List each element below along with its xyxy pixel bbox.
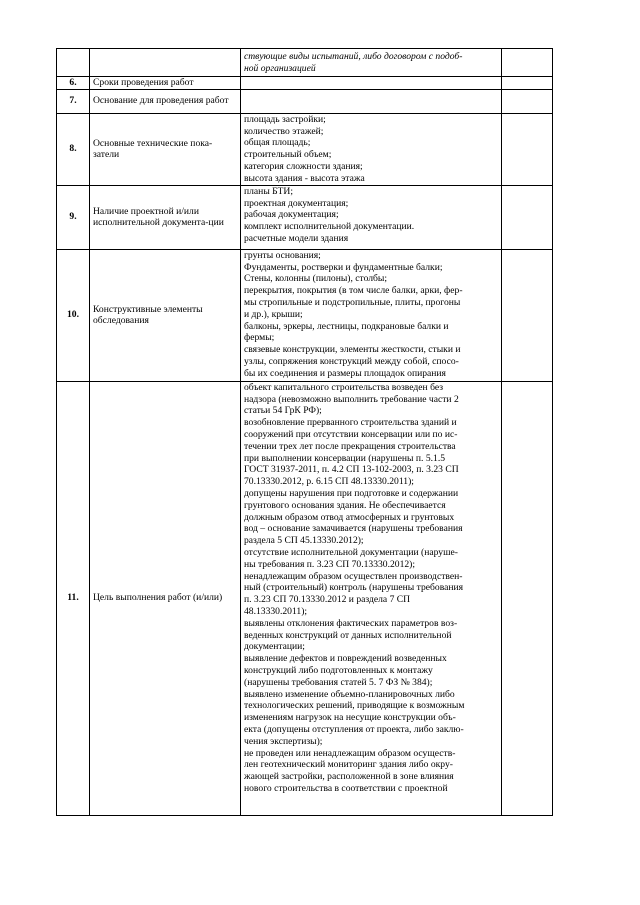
content-line: ГОСТ 31937-2011, п. 4.2 СП 13-102-2003, п. 3.23 СП [244, 464, 459, 476]
content-line: комплект исполнительной документации. [244, 221, 415, 233]
content-line: документации; [244, 641, 305, 653]
row-title [90, 49, 241, 77]
row-content [241, 381, 502, 815]
content-line: (нарушены требования статей 5. 7 ФЗ № 384); [244, 676, 433, 688]
notes-cell [502, 381, 553, 815]
content-line: мы стропильные и подстропильные, плиты, прогоны [244, 296, 461, 308]
notes-cell [502, 185, 553, 249]
notes-cell [502, 89, 553, 113]
content-line: не проведен или ненадлежащим образом осуществ- [244, 747, 456, 759]
content-line: п. 3.23 СП 70.13330.2012 и раздела 7 СП [244, 594, 411, 606]
table-row [57, 381, 553, 815]
content-line: и др.), крыши; [244, 308, 303, 320]
content-line: раздела 5 СП 45.13330.2012); [244, 535, 364, 547]
content-line: вод – основание замачивается (нарушены требования [244, 523, 463, 535]
row-content [241, 249, 502, 381]
table-row [57, 77, 553, 90]
content-line: перекрытия, покрытия (в том числе балки, арки, фер- [244, 285, 463, 297]
content-line: возобновление прерванного строительства зданий и [244, 417, 457, 429]
content-line: веденных конструкций от данных исполнительной [244, 629, 452, 641]
row-number: 10. [57, 249, 90, 381]
content-line: планы БТИ; [244, 185, 293, 197]
content-line: чения экспертизы); [244, 735, 323, 747]
row-title: Основание для проведения работ [90, 89, 241, 113]
content-line: общая площадь; [244, 137, 311, 149]
notes-cell [502, 113, 553, 185]
requirements-table [56, 48, 553, 816]
content-line: выявлены отклонения фактических параметров воз- [244, 617, 458, 629]
content-line: статьи 54 ГрК РФ); [244, 405, 322, 417]
row-title: Основные технические пока-затели [90, 113, 241, 185]
row-number: 6. [57, 77, 90, 90]
content-line: площадь застройки; [244, 113, 326, 125]
row-title: Наличие проектной и/или исполнительной документа-ции [90, 185, 241, 249]
content-line: выявлено изменение объемно-планировочных либо [244, 688, 455, 700]
content-line: балконы, эркеры, лестницы, подкрановые балки и [244, 320, 449, 332]
content-line: рабочая документация; [244, 209, 339, 221]
content-line: количество этажей; [244, 125, 324, 137]
row-number: 11. [57, 381, 90, 815]
content-line: жающей застройки, расположенной в зоне влияния [244, 771, 454, 783]
notes-cell [502, 249, 553, 381]
table-body [57, 49, 553, 816]
content-line: связевые конструкции, элементы жесткости, стыки и [244, 344, 461, 356]
content-line: выявление дефектов и повреждений возведенных [244, 653, 447, 665]
content-line: проектная документация; [244, 197, 349, 209]
content-line: сооружений при отсутствии консервации или по ис- [244, 428, 458, 440]
content-line: 48.13330.2011); [244, 605, 308, 617]
content-line: ны требования п. 3.23 СП 70.13330.2012); [244, 558, 416, 570]
table-row [57, 49, 553, 77]
content-line: Фундаменты, ростверки и фундаментные балки; [244, 261, 443, 273]
content-line: при выполнении консервации (нарушены п. 5.1.5 [244, 452, 446, 464]
content-line: нового строительства в соответствии с проектной [244, 782, 448, 794]
content-line: фермы; [244, 332, 275, 344]
notes-cell [502, 49, 553, 77]
row-number: 8. [57, 113, 90, 185]
table-row [57, 89, 553, 113]
content-line: отсутствие исполнительной документации (наруше- [244, 546, 458, 558]
content-line: ствующие виды испытаний, либо договором с подоб- [244, 50, 463, 62]
content-line: грунты основания; [244, 249, 321, 261]
content-line: конструкций либо подготовленных к монтажу [244, 664, 433, 676]
row-number [57, 49, 90, 77]
row-content [241, 185, 502, 249]
row-content [241, 89, 502, 113]
content-line: должным образом отвод атмосферных и грунтовых [244, 511, 455, 523]
content-line: узлы, сопряжения конструкций между собой, спосо- [244, 355, 459, 367]
content-line: грунтового основания здания. Не обеспечивается [244, 499, 446, 511]
content-line: строительный объем; [244, 149, 332, 161]
content-line: течении трех лет после прекращения строительства [244, 440, 456, 452]
content-line: лен геотехнический мониторинг здания либо окру- [244, 759, 453, 771]
row-content [241, 77, 502, 90]
content-line: расчетные модели здания [244, 232, 349, 244]
table-row [57, 249, 553, 381]
row-number: 7. [57, 89, 90, 113]
content-line: 70.13330.2012, р. 6.15 СП 48.13330.2011); [244, 476, 414, 488]
content-line: ный (строительный) контроль (нарушены требования [244, 582, 464, 594]
row-number: 9. [57, 185, 90, 249]
table-row [57, 185, 553, 249]
content-line: Стены, колонны (пилоны), столбы; [244, 273, 388, 285]
row-title: Конструктивные элементы обследования [90, 249, 241, 381]
content-line: допущены нарушения при подготовке и содержании [244, 487, 459, 499]
row-content [241, 113, 502, 185]
content-line: надзора (невозможно выполнить требование части 2 [244, 393, 459, 405]
content-line: екта (допущены отступления от проекта, либо заклю- [244, 723, 464, 735]
table-row [57, 113, 553, 185]
row-content [241, 49, 502, 77]
content-line: бы их соединения и размеры площадок опирания [244, 367, 446, 379]
row-title: Цель выполнения работ (и/или) [90, 381, 241, 815]
content-line: категория сложности здания; [244, 160, 363, 172]
row-title: Сроки проведения работ [90, 77, 241, 90]
content-line: ной организацией [244, 62, 316, 74]
notes-cell [502, 77, 553, 90]
content-line: высота здания - высота этажа [244, 172, 365, 184]
content-line: объект капитального строительства возведен без [244, 381, 444, 393]
content-line: ненадлежащим образом осуществлен производствен- [244, 570, 463, 582]
content-line: изменениям нагрузок на несущие конструкции объ- [244, 712, 456, 724]
content-line: технологических решений, приводящие к возможным [244, 700, 465, 712]
